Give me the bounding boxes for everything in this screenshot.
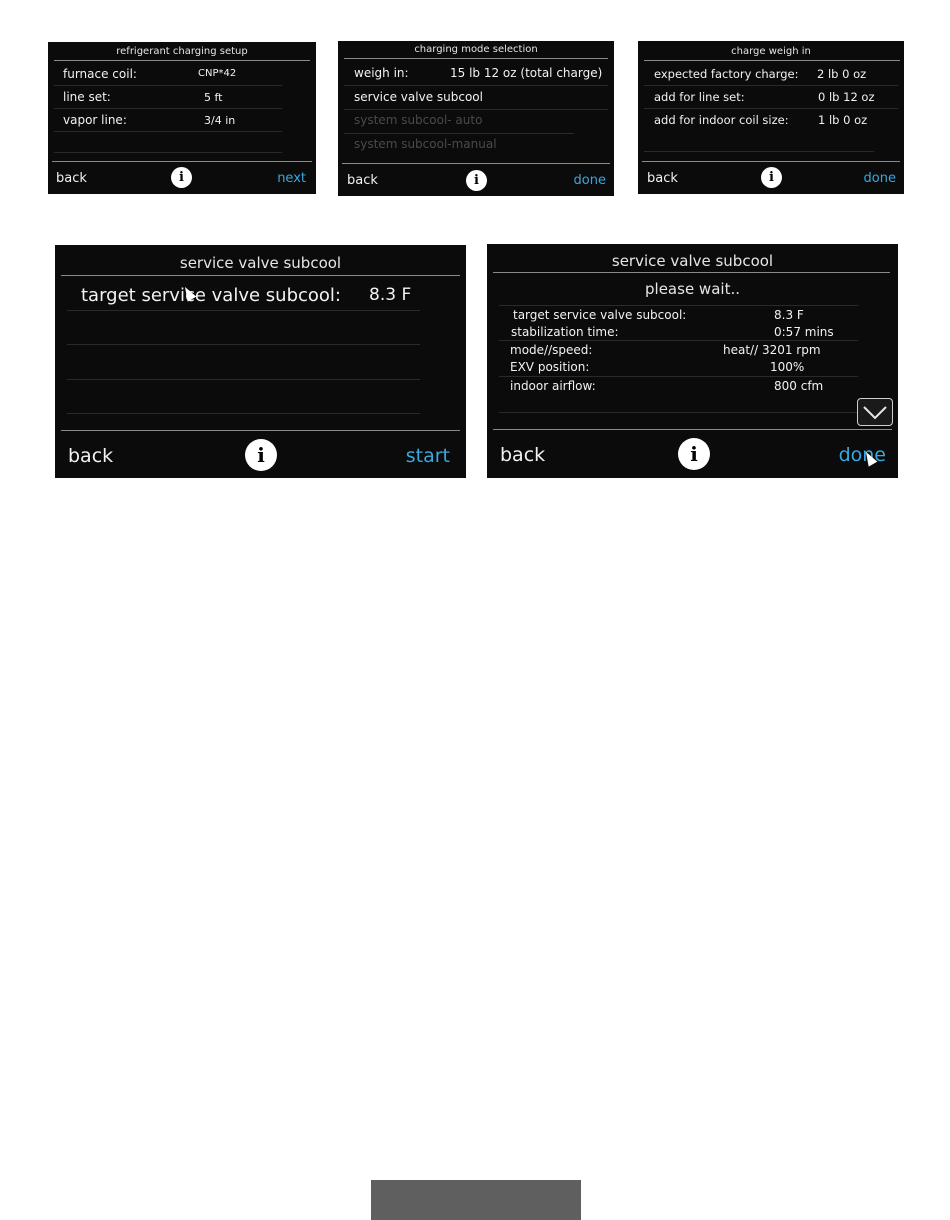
target-subcool-value: 8.3 F bbox=[774, 308, 804, 322]
target-subcool-label: target service valve subcool: bbox=[513, 308, 687, 322]
row-divider bbox=[344, 133, 574, 134]
vapor-line-value[interactable]: 3/4 in bbox=[204, 114, 236, 127]
title-divider bbox=[344, 58, 608, 59]
info-icon[interactable]: i bbox=[245, 439, 277, 471]
expected-factory-charge-value[interactable]: 2 lb 0 oz bbox=[817, 67, 867, 81]
target-service-valve-subcool-label: target service valve subcool: bbox=[81, 285, 341, 306]
info-icon[interactable]: i bbox=[761, 167, 782, 188]
add-for-line-set-label: add for line set: bbox=[654, 90, 745, 104]
mode-speed-value: heat// 3201 rpm bbox=[723, 343, 821, 357]
row-divider bbox=[67, 413, 420, 414]
title-divider bbox=[54, 60, 310, 61]
expected-factory-charge-label: expected factory charge: bbox=[654, 67, 799, 81]
weigh-in-label[interactable]: weigh in: bbox=[354, 66, 409, 80]
row-divider bbox=[54, 131, 282, 132]
screen-title: refrigerant charging setup bbox=[116, 46, 248, 57]
service-valve-subcool-progress-screen bbox=[487, 244, 898, 478]
footer-divider bbox=[642, 161, 900, 162]
row-divider bbox=[499, 305, 858, 306]
exv-position-value: 100% bbox=[770, 360, 805, 374]
add-for-indoor-coil-size-value[interactable]: 1 lb 0 oz bbox=[818, 113, 868, 127]
row-divider bbox=[54, 108, 282, 109]
add-for-line-set-value[interactable]: 0 lb 12 oz bbox=[818, 90, 875, 104]
title-divider bbox=[644, 60, 900, 61]
line-set-value[interactable]: 5 ft bbox=[204, 91, 223, 104]
done-button[interactable]: done bbox=[863, 171, 896, 186]
charge-weigh-in-screen bbox=[638, 41, 904, 194]
title-divider bbox=[61, 275, 460, 276]
chevron-down-glyph bbox=[858, 399, 892, 425]
back-button[interactable]: back bbox=[56, 171, 87, 186]
info-icon[interactable]: i bbox=[678, 438, 710, 470]
back-button[interactable]: back bbox=[68, 445, 114, 467]
row-divider bbox=[499, 376, 858, 377]
refrigerant-charging-setup-screen bbox=[48, 42, 316, 194]
indoor-airflow-value: 800 cfm bbox=[774, 379, 824, 393]
row-divider bbox=[344, 109, 608, 110]
weigh-in-value: 15 lb 12 oz (total charge) bbox=[450, 66, 603, 80]
start-button[interactable]: start bbox=[405, 445, 450, 467]
service-valve-subcool-option[interactable]: service valve subcool bbox=[354, 90, 483, 104]
charging-mode-selection-screen bbox=[338, 41, 614, 196]
row-divider bbox=[54, 85, 282, 86]
footer-divider bbox=[52, 161, 312, 162]
next-button[interactable]: next bbox=[277, 171, 306, 186]
back-button[interactable]: back bbox=[347, 173, 378, 188]
row-divider bbox=[54, 152, 282, 153]
screen-title: charging mode selection bbox=[414, 44, 538, 55]
row-divider bbox=[499, 340, 858, 341]
page-footer-bar bbox=[371, 1180, 581, 1220]
done-button[interactable]: done bbox=[573, 173, 606, 188]
footer-divider bbox=[342, 163, 610, 164]
stabilization-time-value: 0:57 mins bbox=[774, 325, 834, 339]
add-for-indoor-coil-size-label: add for indoor coil size: bbox=[654, 113, 789, 127]
service-valve-subcool-screen bbox=[55, 245, 466, 478]
chevron-down-icon[interactable] bbox=[857, 398, 893, 426]
screen-title: service valve subcool bbox=[611, 252, 774, 270]
row-divider bbox=[67, 310, 420, 311]
info-icon[interactable]: i bbox=[466, 170, 487, 191]
row-divider bbox=[499, 412, 858, 413]
furnace-coil-value[interactable]: CNP*42 bbox=[198, 68, 237, 79]
vapor-line-label: vapor line: bbox=[63, 113, 127, 127]
done-button[interactable]: done bbox=[838, 444, 886, 466]
back-button[interactable]: back bbox=[647, 171, 678, 186]
line-set-label: line set: bbox=[63, 90, 111, 104]
indoor-airflow-label: indoor airflow: bbox=[510, 379, 596, 393]
system-subcool-manual-option: system subcool-manual bbox=[354, 137, 497, 151]
footer-divider bbox=[493, 429, 892, 430]
row-divider bbox=[644, 108, 898, 109]
furnace-coil-label: furnace coil: bbox=[63, 67, 137, 81]
row-divider bbox=[344, 85, 608, 86]
info-icon[interactable]: i bbox=[171, 167, 192, 188]
target-service-valve-subcool-value[interactable]: 8.3 F bbox=[369, 285, 412, 305]
back-button[interactable]: back bbox=[500, 444, 546, 466]
row-divider bbox=[67, 344, 420, 345]
row-divider bbox=[644, 151, 874, 152]
mode-speed-label: mode//speed: bbox=[510, 343, 593, 357]
stabilization-time-label: stabilization time: bbox=[511, 325, 619, 339]
screen-title: service valve subcool bbox=[179, 254, 342, 272]
screen-title: charge weigh in bbox=[731, 46, 811, 57]
system-subcool-auto-option: system subcool- auto bbox=[354, 113, 483, 127]
exv-position-label: EXV position: bbox=[510, 360, 590, 374]
footer-divider bbox=[61, 430, 460, 431]
row-divider bbox=[644, 85, 898, 86]
status-message: please wait.. bbox=[645, 280, 740, 298]
title-divider bbox=[493, 272, 890, 273]
row-divider bbox=[67, 379, 420, 380]
